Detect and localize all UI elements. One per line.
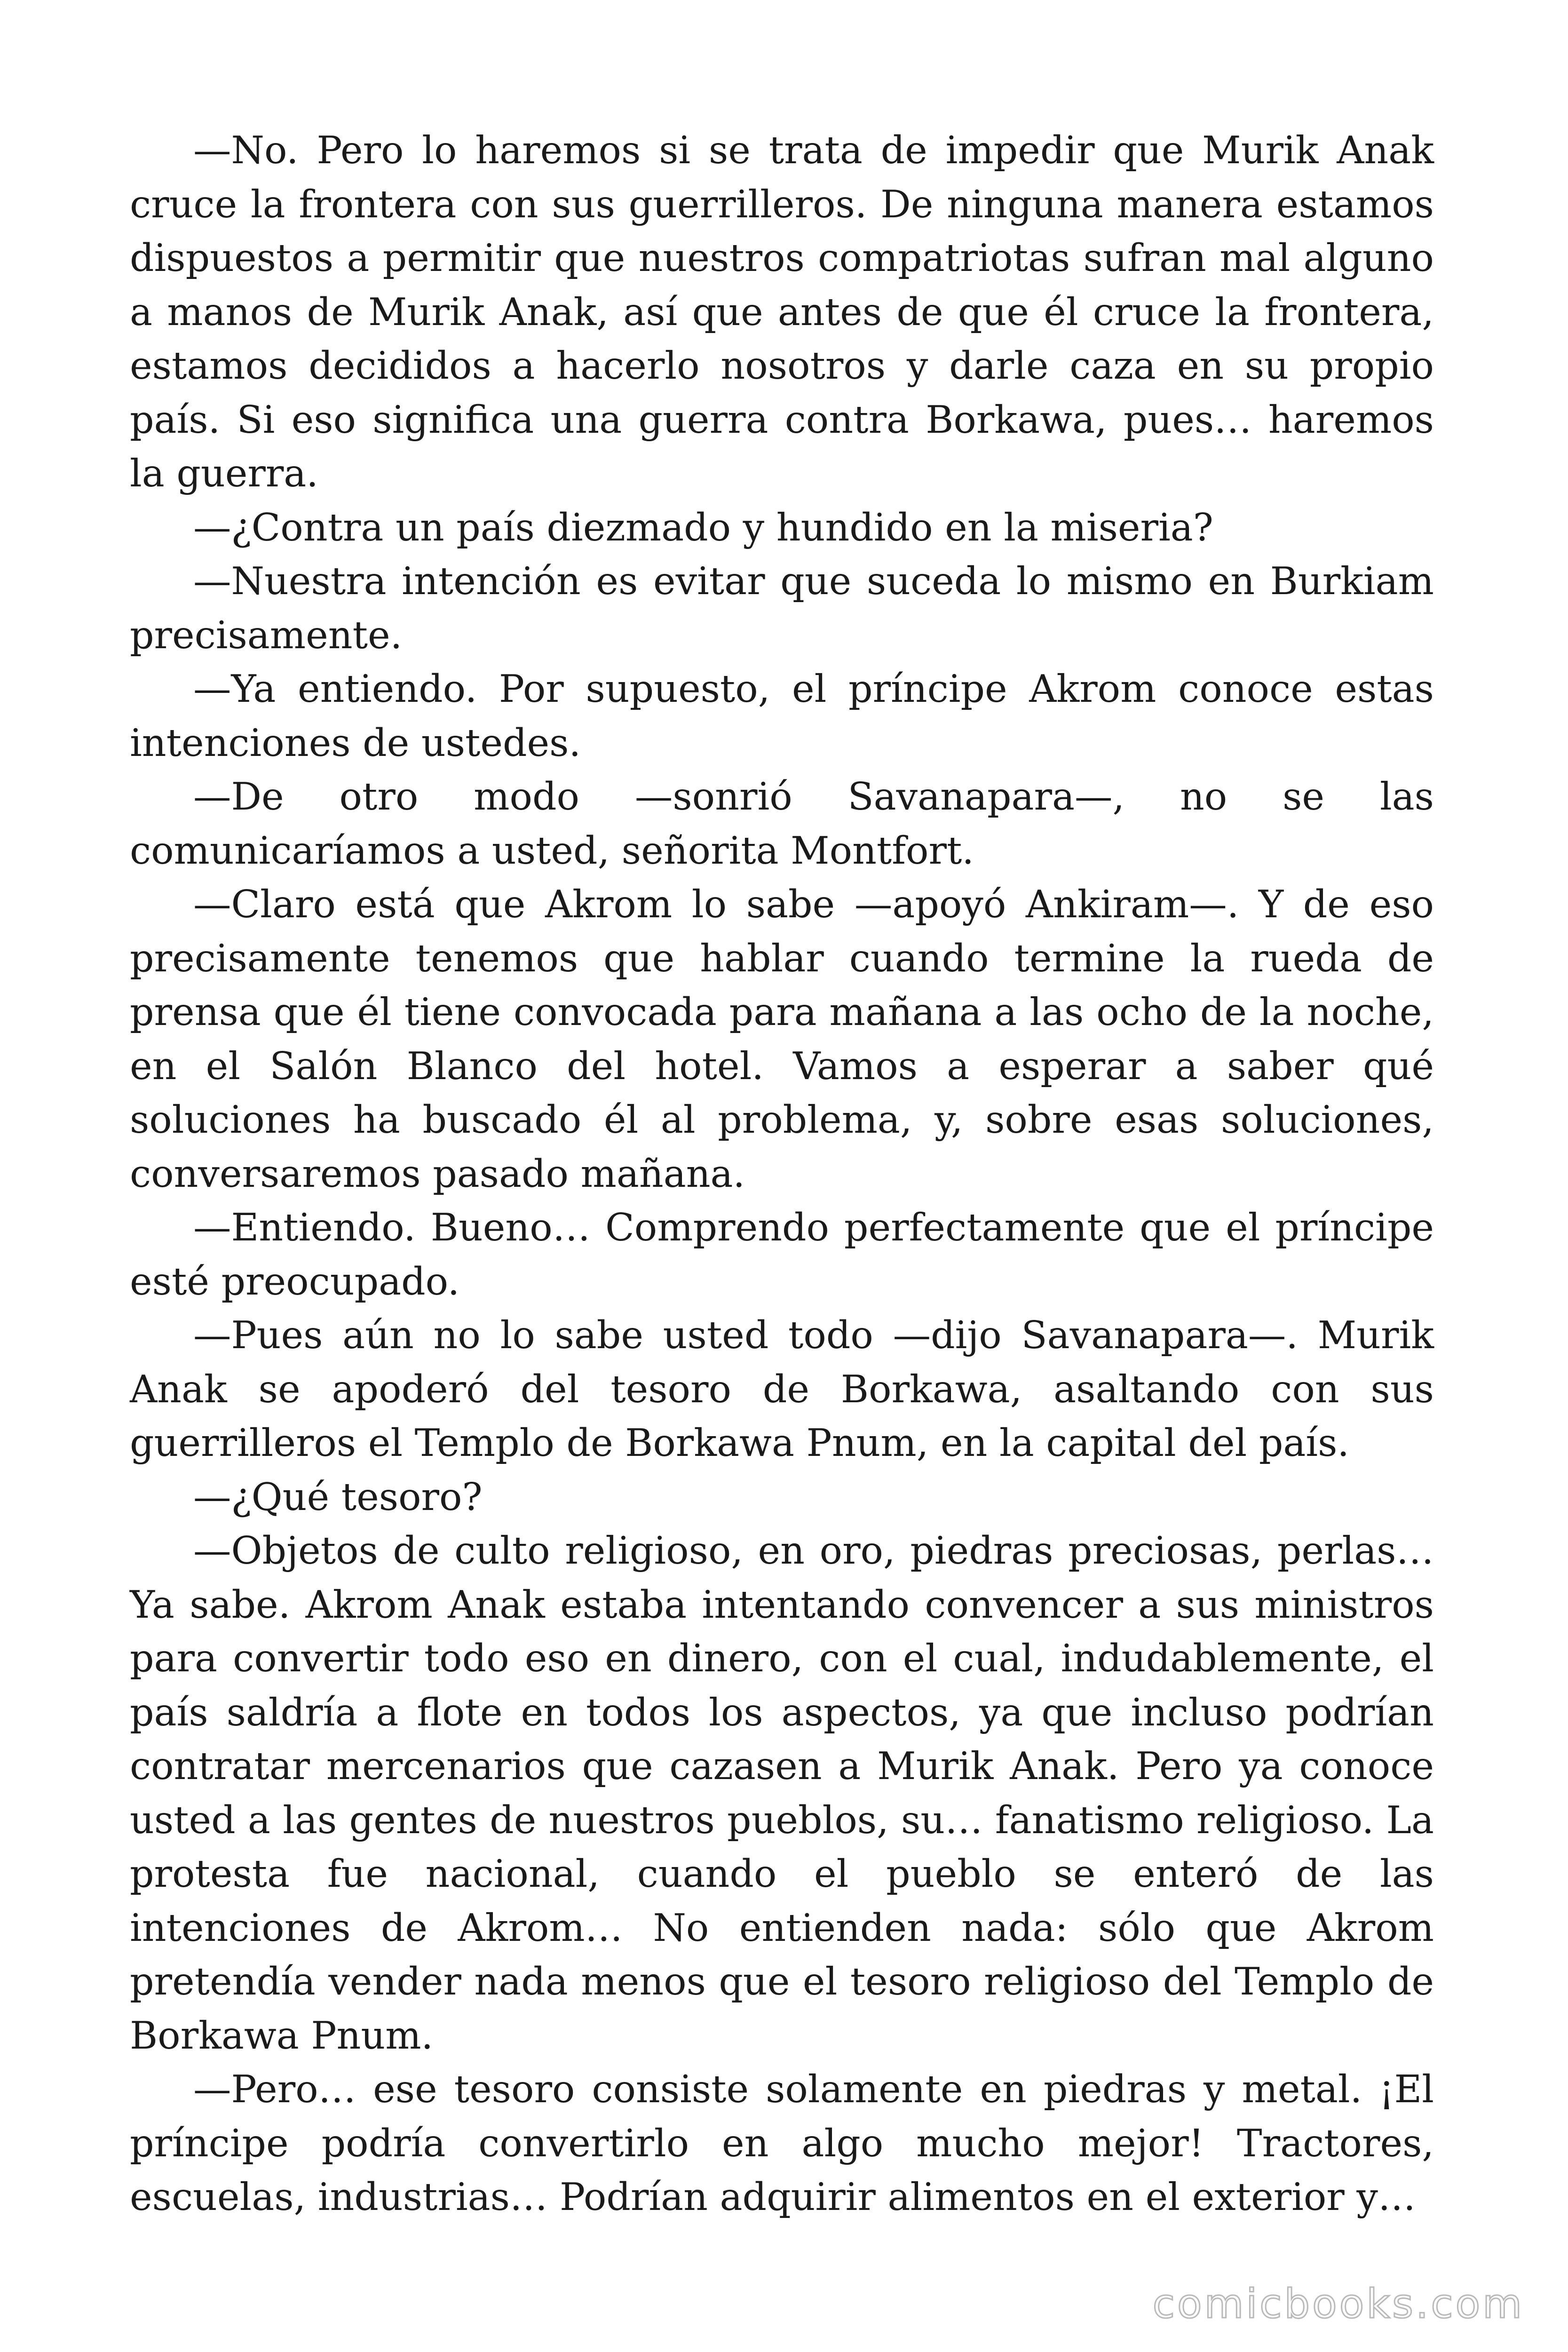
page-text: [130, 123, 1434, 2224]
paragraph-3: —Nuestra intención es evitar que suceda lo mismo en Burkiam precisamente.: [130, 559, 1434, 657]
paragraph-8: —Pues aún no lo sabe usted todo —dijo Savanapara—. Murik Anak se apoderó del tesoro de Borkawa, asaltando con sus guerrilleros el Templo de Borkawa Pnum, en la capital del país.: [130, 1313, 1434, 1465]
paragraph-9: —¿Qué tesoro?: [193, 1474, 483, 1519]
paragraph-1: —No. Pero lo haremos si se trata de impedir que Murik Anak cruce la frontera con sus guerrilleros. De ninguna manera estamos dispuestos a permitir que nuestros compatriotas sufran mal alguno a manos de Murik Anak, así que antes de que él cruce la frontera, estamos decididos a hacerlo nosotros y darle caza en su propio país. Si eso significa una guerra contra Borkawa, pues… haremos la guerra.: [130, 128, 1434, 495]
paragraph-10: —Objetos de culto religioso, en oro, piedras preciosas, perlas… Ya sabe. Akrom Anak estaba intentando convencer a sus ministros para convertir todo eso en dinero, con el cual, indudablemente, el país saldría a flote en todos los aspectos, ya que incluso podrían contratar mercenarios que cazasen a Murik Anak. Pero ya conoce usted a las gentes de nuestros pueblos, su… fanatismo religioso. La protesta fue nacional, cuando el pueblo se enteró de las intenciones de Akrom… No entienden nada: sólo que Akrom pretendía vender nada menos que el tesoro religioso del Templo de Borkawa Pnum.: [130, 1528, 1434, 2058]
watermark: comicbooks.com: [1152, 2280, 1524, 2328]
paragraph-4: —Ya entiendo. Por supuesto, el príncipe Akrom conoce estas intenciones de ustedes.: [130, 667, 1434, 765]
paragraph-7: —Entiendo. Bueno… Comprendo perfectamente que el príncipe esté preocupado.: [130, 1205, 1434, 1303]
paragraph-6: —Claro está que Akrom lo sabe —apoyó Ankiram—. Y de eso precisamente tenemos que hablar cuando termine la rueda de prensa que él tiene convocada para mañana a las ocho de la noche, en el Salón Blanco del hotel. Vamos a esperar a saber qué soluciones ha buscado él al problema, y, sobre esas soluciones, conversaremos pasado mañana.: [130, 882, 1434, 1196]
paragraph-2: —¿Contra un país diezmado y hundido en la miseria?: [193, 505, 1213, 549]
paragraph-5: —De otro modo —sonrió Savanapara—, no se las comunicaríamos a usted, señorita Montfort.: [130, 774, 1434, 873]
paragraph-11: —Pero… ese tesoro consiste solamente en piedras y metal. ¡El príncipe podría convertirlo en algo mucho mejor! Tractores, escuelas, industrias… Podrían adquirir alimentos en el exterior y…: [130, 2067, 1434, 2219]
